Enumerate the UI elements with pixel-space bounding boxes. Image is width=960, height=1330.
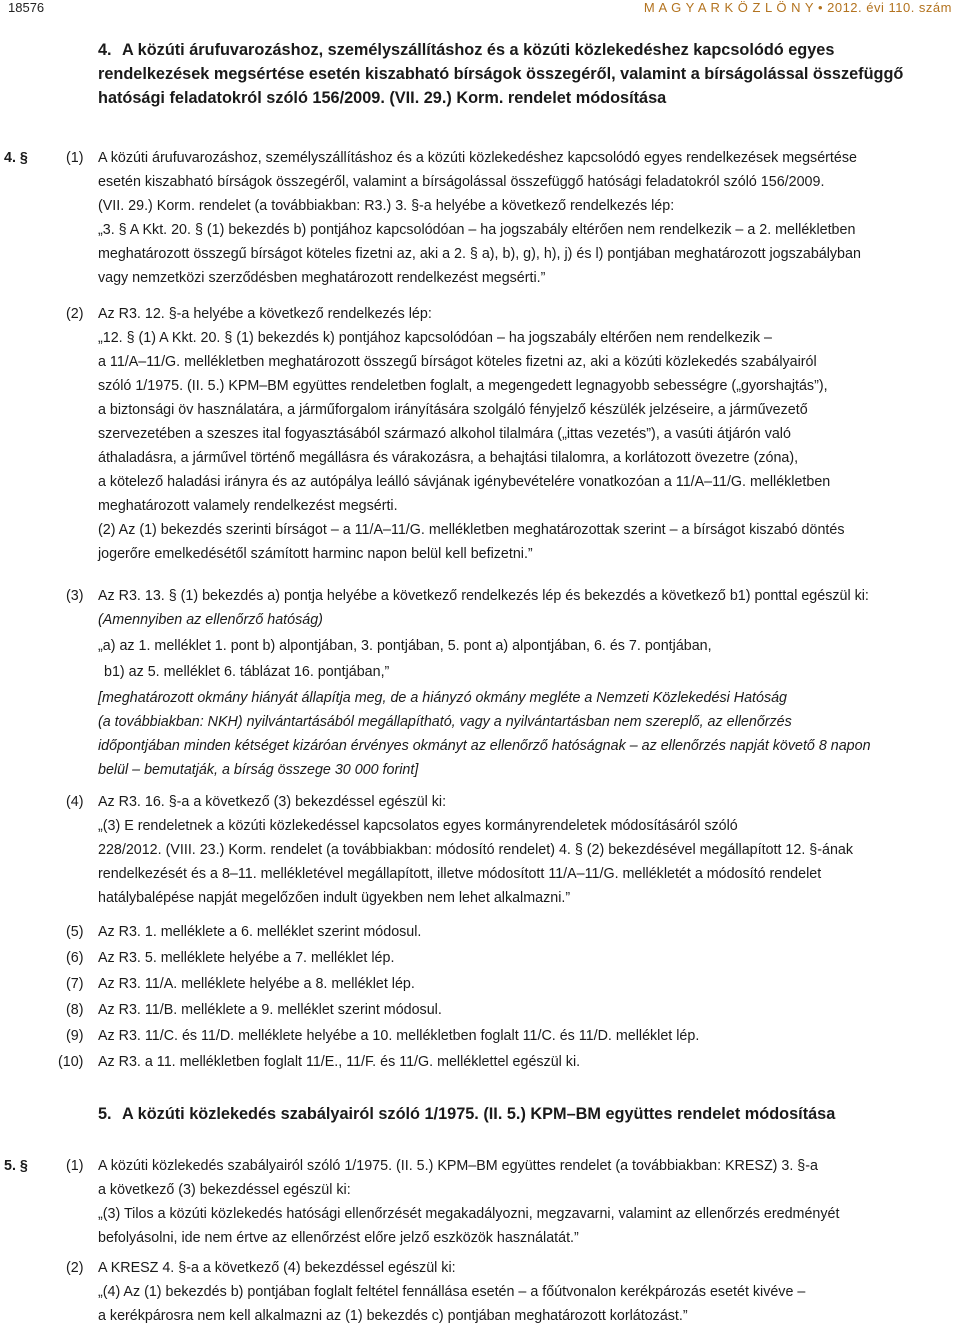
section-4-title-text-1: A közúti árufuvarozáshoz, személyszállításhoz és a közúti közlekedéshez kapcsolódó egyes	[122, 41, 835, 59]
s4-p10-number: (10)	[58, 1054, 84, 1070]
s4-paragraph-4: Az R3. 16. §-a a következő (3) bekezdéssel egészül ki: „(3) E rendeletnek a közúti közlekedéssel kapcsolatos egyes kormányrendeletek módosításáról szóló 228/2012. (VIII. 23.) Korm. rendelet (a továbbiakban: módosító rendelet) 4. § (2) bekezdésével megállapított 12. §-ának rendelkezését és a 8–11. mellékletével megállapított, illetve módosított 11/A–11/G. mellékletét a módosító rendelet hatálybalépése napját megelőzően indult ügyekben nem lehet alkalmazni.”	[98, 794, 853, 906]
s4-p7-number: (7)	[66, 976, 84, 992]
s5-p2-number: (2)	[66, 1260, 84, 1276]
s4-paragraph-5: Az R3. 1. melléklete a 6. melléklet szerint módosul.	[98, 924, 422, 940]
s4-paragraph-7: Az R3. 11/A. melléklete helyébe a 8. melléklet lép.	[98, 976, 415, 992]
s5-p1-number: (1)	[66, 1158, 84, 1174]
journal-title: M A G Y A R K Ö Z L Ö N Y • 2012. évi 110. szám	[643, 0, 952, 15]
s4-p1-number: (1)	[66, 150, 84, 166]
page-header	[0, 0, 960, 22]
page-number: 18576	[8, 0, 45, 15]
section-4-title-number: 4.	[98, 41, 112, 59]
s4-p3-italic: (Amennyiben az ellenőrző hatóság)	[98, 612, 323, 628]
section-4-title-line-1	[98, 38, 958, 62]
s5-paragraph-1: A közúti közlekedés szabályairól szóló 1/1975. (II. 5.) KPM–BM együttes rendelet (a továbbiakban: KRESZ) 3. §-a a következő (3) bekezdéssel egészül ki: „(3) Tilos a közúti közlekedés hatósági ellenőrzését megakadályozni, megzavarni, valamint az ellenőrzés eredményét befolyásolni, ide nem értve az ellenőrzést előre jelző eszközök használatát.”	[98, 1158, 840, 1246]
s4-paragraph-3: Az R3. 13. § (1) bekezdés a) pontja helyébe a következő rendelkezés lép és bekezdés a következő b1) ponttal egészül ki:	[98, 588, 869, 604]
s4-p2-number: (2)	[66, 306, 84, 322]
s4-paragraph-1: A közúti árufuvarozáshoz, személyszállításhoz és a közúti közlekedéshez kapcsolódó egyes rendelkezések megsértése esetén kiszabható bírságok összegéről, valamint a bírságolással összefüggő hatósági feladatokról szóló 156/2009. (VII. 29.) Korm. rendelet (a továbbiakban: R3.) 3. §-a helyébe a következő rendelkezés lép: „3. § A Kkt. 20. § (1) bekezdés b) pontjához kapcsolódóan – ha jogszabály eltérően nem rendelkezik – a 2. mellékletben meghatározott összegű bírságot köteles fizetni az, aki a 2. § a), b), g), h), j) és l) pontjában meghatározott jogszabályban vagy nemzetközi szerződésben meghatározott rendelkezést megsérti.”	[98, 150, 861, 286]
s4-paragraph-6: Az R3. 5. melléklete helyébe a 7. melléklet lép.	[98, 950, 395, 966]
section-5-title	[98, 1102, 958, 1126]
section-4-title-line-3: hatósági feladatokról szóló 156/2009. (VII. 29.) Korm. rendelet módosítása	[98, 89, 667, 107]
s4-p3-point-a: „a) az 1. melléklet 1. pont b) alpontjában, 3. pontjában, 5. pont a) alpontjában, 6. és 7. pontjában,	[98, 638, 712, 654]
s4-paragraph-8: Az R3. 11/B. melléklete a 9. melléklet szerint módosul.	[98, 1002, 442, 1018]
s4-paragraph-10: Az R3. a 11. mellékletben foglalt 11/E., 11/F. és 11/G. melléklettel egészül ki.	[98, 1054, 581, 1070]
s4-p3-point-b1: b1) az 5. melléklet 6. táblázat 16. pontjában,”	[104, 664, 390, 680]
section-5-label: 5. §	[4, 1158, 28, 1174]
s4-p3-bracket: [meghatározott okmány hiányát állapítja meg, de a hiányzó okmány megléte a Nemzeti Közlekedési Hatóság (a továbbiakban: NKH) nyilvántartásából megállapítható, vagy a nyilvántartásban nem szereplő, az ellenőrzés időpontjában minden kétséget kizáróan érvényes okmányt az ellenőrző hatóságnak – az ellenőrzés napját követő 8 napon belül – bemutatják, a bírság összege 30 000 forint]	[98, 690, 871, 778]
s4-p9-number: (9)	[66, 1028, 84, 1044]
section-4-label: 4. §	[4, 150, 28, 166]
section-5-title-text: A közúti közlekedés szabályairól szóló 1/1975. (II. 5.) KPM–BM együttes rendelet módosítása	[122, 1105, 836, 1123]
s4-p3-number: (3)	[66, 588, 84, 604]
s4-p4-number: (4)	[66, 794, 84, 810]
s4-paragraph-2: Az R3. 12. §-a helyébe a következő rendelkezés lép: „12. § (1) A Kkt. 20. § (1) bekezdés k) pontjához kapcsolódóan – ha jogszabály eltérően nem rendelkezik – a 11/A–11/G. mellékletben meghatározott összegű bírságot köteles fizetni az, aki a közúti közlekedés szabályairól szóló 1/1975. (II. 5.) KPM–BM együttes rendeletben foglalt, a megengedett legnagyobb sebességre („gyorshajtás”), a biztonsági öv használatára, a járműforgalom irányítására szolgáló fényjelző készülék jelzéseire, a járművezető szervezetében a szeszes ital fogyasztásából származó alkohol tilalmára („ittas vezetés”), a vasúti átjárón való áthaladásra, a járművel történő megállásra és várakozásra, a behajtási tilalomra, a korlátozott övezetre (zóna), a kötelező haladási irányra és az autópálya leálló sávjának igénybevételére vonatkozóan a 11/A–11/G. mellékletben meghatározott valamely rendelkezést megsérti. (2) Az (1) bekezdés szerinti bírságot – a 11/A–11/G. mellékletben meghatározottak szerint – a bírságot kiszabó döntés jogerőre emelkedésétől számított harminc napon belül kell befizetni.”	[98, 306, 845, 562]
s4-p6-number: (6)	[66, 950, 84, 966]
s4-paragraph-9: Az R3. 11/C. és 11/D. melléklete helyébe a 10. mellékletben foglalt 11/C. és 11/D. melléklet lép.	[98, 1028, 700, 1044]
s4-p5-number: (5)	[66, 924, 84, 940]
section-5-title-number: 5.	[98, 1105, 112, 1123]
s5-paragraph-2: A KRESZ 4. §-a a következő (4) bekezdéssel egészül ki: „(4) Az (1) bekezdés b) pontjában foglalt feltétel fennállása esetén – a főútvonalon kerékpározás esetét kivéve – a kerékpárosra nem kell alkalmazni az (1) bekezdés c) pontjában meghatározott korlátozást.”	[98, 1260, 806, 1324]
s4-p8-number: (8)	[66, 1002, 84, 1018]
section-4-title-line-2: rendelkezések megsértése esetén kiszabható bírságok összegéről, valamint a bírságolással összefüggő	[98, 65, 904, 83]
